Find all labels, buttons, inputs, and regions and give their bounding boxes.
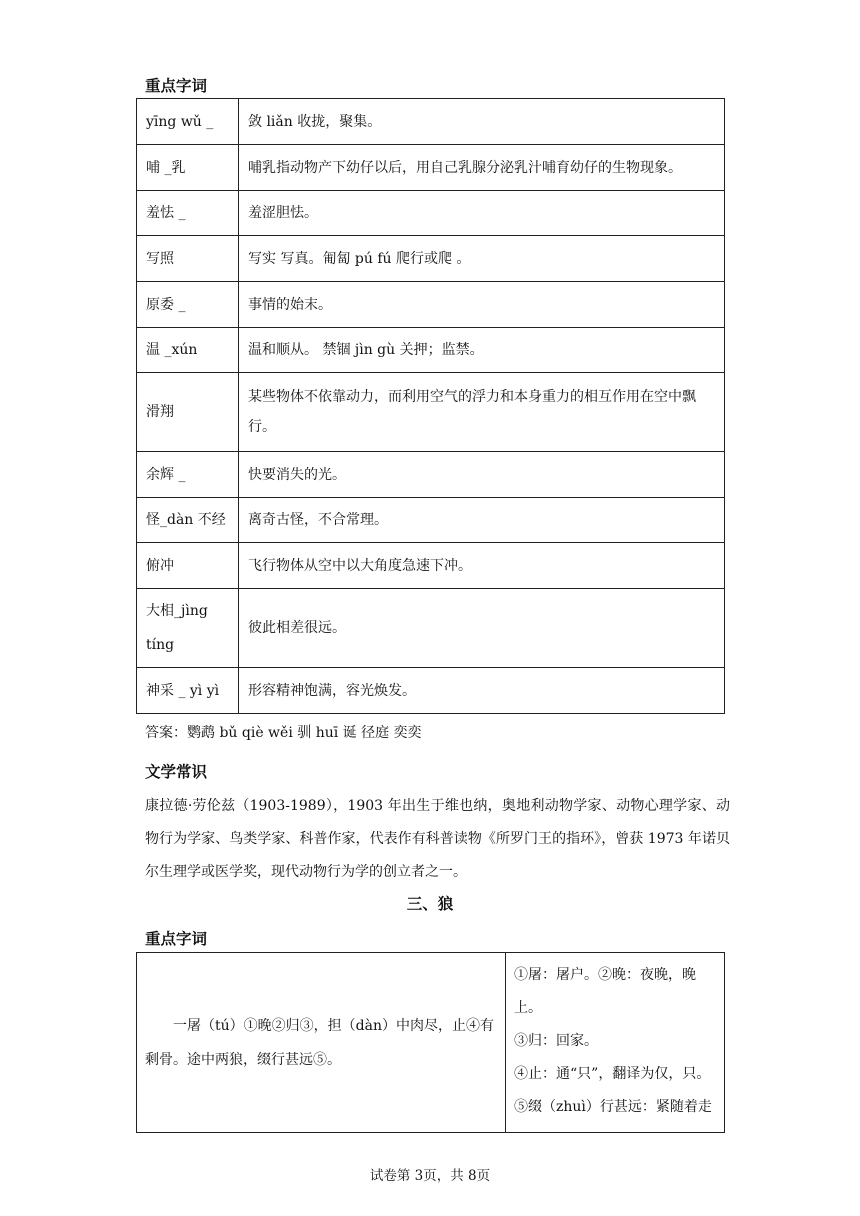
vocab-word: 羞怯 _	[137, 191, 239, 236]
section-title: 三、狼	[406, 894, 454, 913]
table-row	[137, 498, 725, 543]
vocab-meaning: 离奇古怪，不合常理。	[239, 498, 725, 543]
vocab-meaning: 敛 liǎn 收拢，聚集。	[239, 99, 725, 145]
vocab-table	[136, 98, 725, 714]
heading-key-words-2: 重点字词	[145, 929, 208, 948]
vocab-meaning: 彼此相差很远。	[239, 589, 725, 668]
vocab-meaning: 某些物体不依靠动力，而利用空气的浮力和本身重力的相互作用在空中飘行。	[239, 373, 725, 452]
table-row	[137, 373, 725, 452]
vocab-meaning: 温和顺从。 禁锢 jìn gù 关押；监禁。	[239, 328, 725, 373]
wolf-table	[136, 952, 725, 1133]
wolf-note: ④止：通“只”，翻译为仅，只。	[514, 1066, 711, 1082]
vocab-word: 俯冲	[137, 543, 239, 589]
vocab-meaning: 哺乳指动物产下幼仔以后，用自己乳腺分泌乳汁哺育幼仔的生物现象。	[239, 145, 725, 191]
heading-literature: 文学常识	[145, 762, 208, 781]
wolf-text-cell	[137, 953, 506, 1133]
vocab-meaning: 事情的始末。	[239, 282, 725, 328]
table-row	[137, 145, 725, 191]
vocab-word: 神采 _ yì yì	[137, 668, 239, 714]
wolf-note: ⑤缀（zhuì）行甚远：紧随着走	[514, 1099, 712, 1115]
heading-key-words: 重点字词	[145, 76, 208, 95]
table-row	[137, 282, 725, 328]
wolf-text: 一屠（tú）①晚②归③，担（dàn）中肉尽，止④有剩骨。途中两狼，缀行甚远⑤。	[145, 1017, 494, 1068]
table-row	[137, 328, 725, 373]
table-row	[137, 543, 725, 589]
vocab-word: 写照	[137, 236, 239, 282]
vocab-word: yīng wǔ _	[137, 99, 239, 145]
vocab-word: 余辉 _	[137, 452, 239, 498]
table-row	[137, 99, 725, 145]
wolf-notes-cell	[506, 953, 725, 1133]
vocab-meaning: 快要消失的光。	[239, 452, 725, 498]
vocab-meaning: 羞涩胆怯。	[239, 191, 725, 236]
table-row	[137, 589, 725, 668]
vocab-word: 温 _xún	[137, 328, 239, 373]
wolf-note: ③归：回家。	[514, 1033, 598, 1049]
vocab-word: 大相_jìng tíng	[137, 589, 239, 668]
vocab-meaning: 形容精神饱满，容光焕发。	[239, 668, 725, 714]
vocab-meaning: 飞行物体从空中以大角度急速下冲。	[239, 543, 725, 589]
wolf-note: ①屠：屠户。②晚：夜晚，晚上。	[514, 967, 696, 1016]
vocab-word: 哺 _乳	[137, 145, 239, 191]
table-row	[137, 236, 725, 282]
table-row	[137, 452, 725, 498]
vocab-word: 怪_dàn 不经	[137, 498, 239, 543]
table-row	[137, 191, 725, 236]
table-row	[137, 953, 725, 1133]
literature-paragraph: 康拉德·劳伦兹（1903-1989），1903 年出生于维也纳，奥地利动物学家、动物心理学家、动物行为学家、鸟类学家、科普作家，代表作有科普读物《所罗门王的指环》，曾获 1973 年诺贝尔生理学或医学奖，现代动物行为学的创立者之一。	[145, 798, 730, 880]
vocab-word: 滑翔	[137, 373, 239, 452]
table-row	[137, 668, 725, 714]
vocab-word: 原委 _	[137, 282, 239, 328]
answer-line: 答案：鹦鹉 bǔ qiè wěi 驯 huī 诞 径庭 奕奕	[145, 725, 422, 741]
page-footer: 试卷第 3页，共 8页	[369, 1168, 491, 1184]
vocab-meaning: 写实 写真。匍匐 pú fú 爬行或爬 。	[239, 236, 725, 282]
